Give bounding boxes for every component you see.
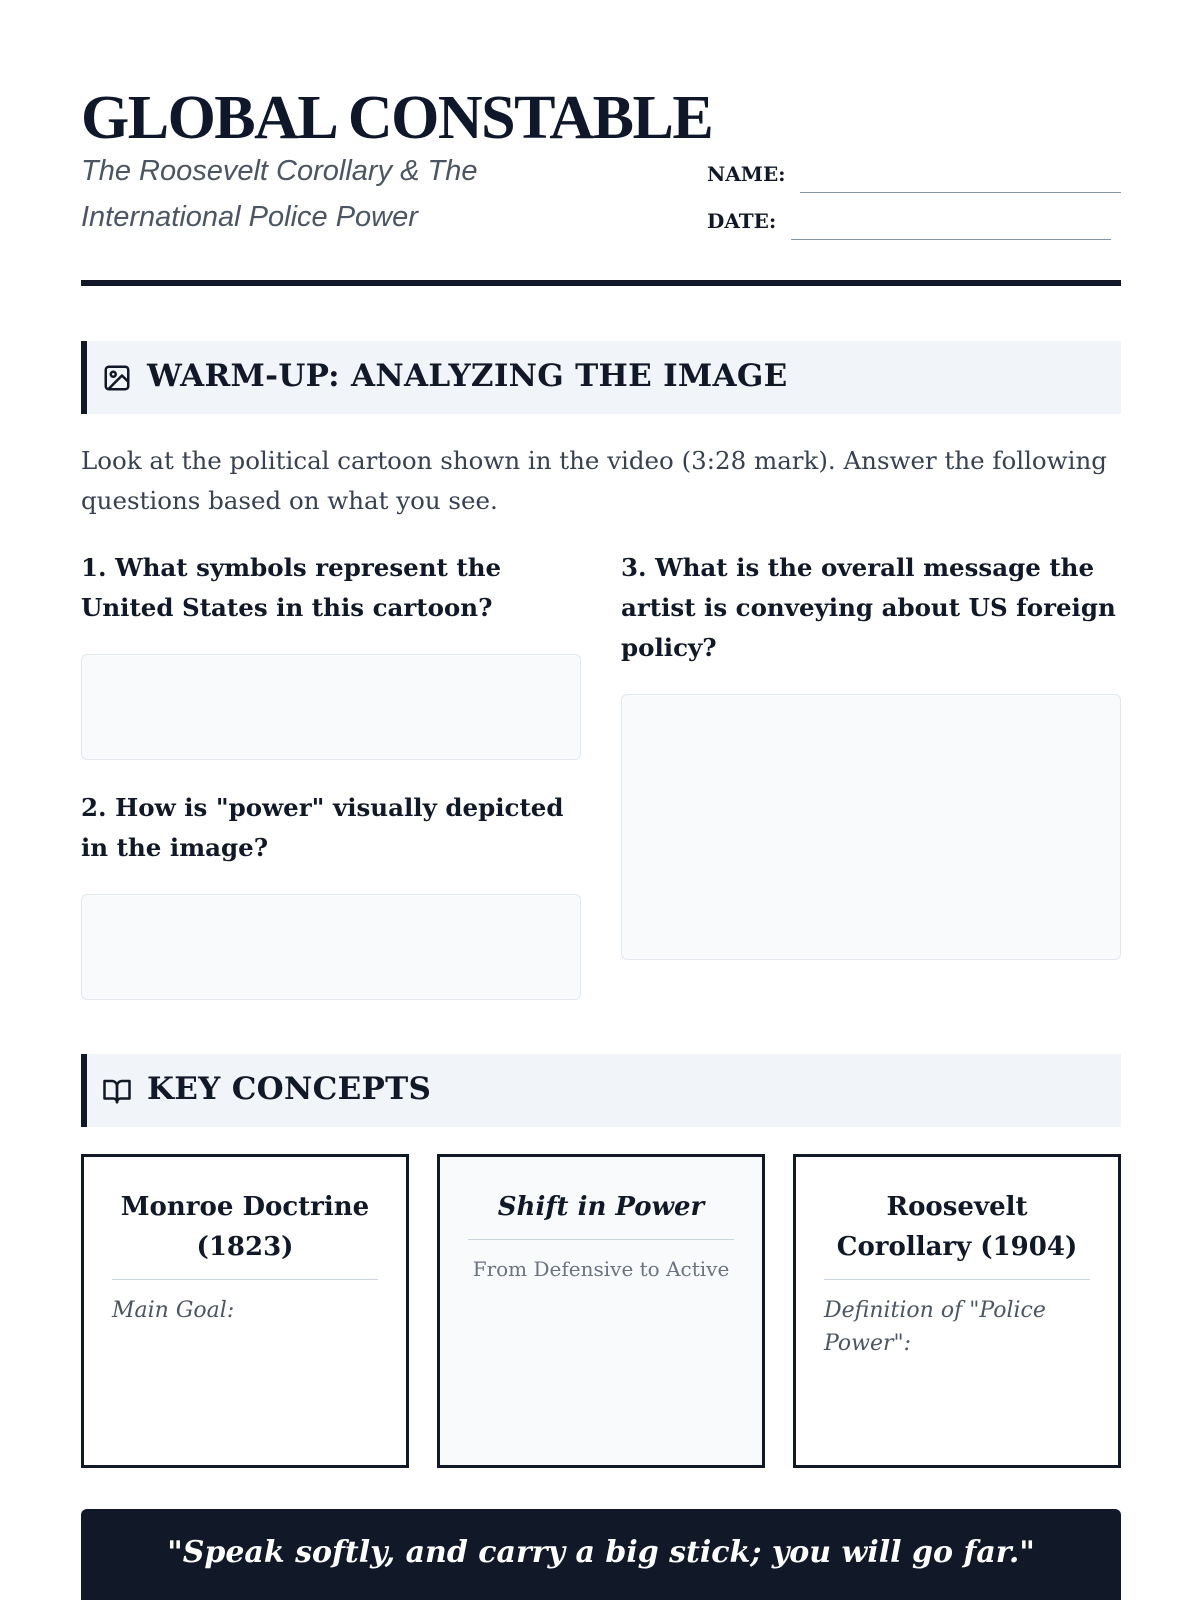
- concept-card-roosevelt-corollary: [793, 1154, 1121, 1468]
- date-field[interactable]: [791, 239, 1111, 240]
- card-divider: [824, 1279, 1090, 1280]
- warmup-section-header: [81, 341, 1121, 414]
- question-1: 1. What symbols represent the United States in this cartoon?: [81, 553, 502, 622]
- card-divider: [112, 1279, 378, 1280]
- key-concepts-section-header: [81, 1054, 1121, 1127]
- warmup-instructions: Look at the political cartoon shown in the video (3:28 mark). Answer the following questions based on what you see.: [81, 446, 1107, 515]
- book-icon: [102, 1076, 132, 1106]
- card-prompt: Definition of "Police Power":: [824, 1298, 1046, 1356]
- question-3: 3. What is the overall message the artist is conveying about US foreign policy?: [621, 553, 1116, 662]
- name-field[interactable]: [800, 192, 1121, 193]
- page-subtitle: The Roosevelt Corollary & The International Police Power: [81, 155, 478, 233]
- answer-box-2[interactable]: [81, 894, 581, 1000]
- question-2: 2. How is "power" visually depicted in the image?: [81, 793, 564, 862]
- card-subtitle: From Defensive to Active: [472, 1257, 730, 1281]
- worksheet-page: [81, 0, 1121, 1600]
- quote-banner: [81, 1509, 1121, 1600]
- header-divider: [81, 280, 1121, 286]
- answer-box-3[interactable]: [621, 694, 1121, 960]
- concept-card-shift-in-power: [437, 1154, 765, 1468]
- warmup-section-title: WARM-UP: ANALYZING THE IMAGE: [147, 358, 788, 394]
- card-divider: [468, 1239, 734, 1240]
- key-concepts-section-title: KEY CONCEPTS: [147, 1071, 432, 1107]
- date-label: DATE:: [707, 209, 777, 233]
- card-title: Roosevelt Corollary (1904): [836, 1192, 1078, 1262]
- card-title: Shift in Power: [497, 1192, 705, 1222]
- answer-box-1[interactable]: [81, 654, 581, 760]
- card-prompt: Main Goal:: [112, 1298, 235, 1323]
- card-title: Monroe Doctrine (1823): [120, 1192, 370, 1262]
- concept-card-monroe-doctrine: [81, 1154, 409, 1468]
- image-icon: [102, 363, 132, 393]
- worksheet-header: [81, 84, 1121, 284]
- page-title: GLOBAL CONSTABLE: [81, 84, 713, 152]
- quote-text: "Speak softly, and carry a big stick; you will go far.": [167, 1535, 1035, 1570]
- name-label: NAME:: [707, 162, 786, 186]
